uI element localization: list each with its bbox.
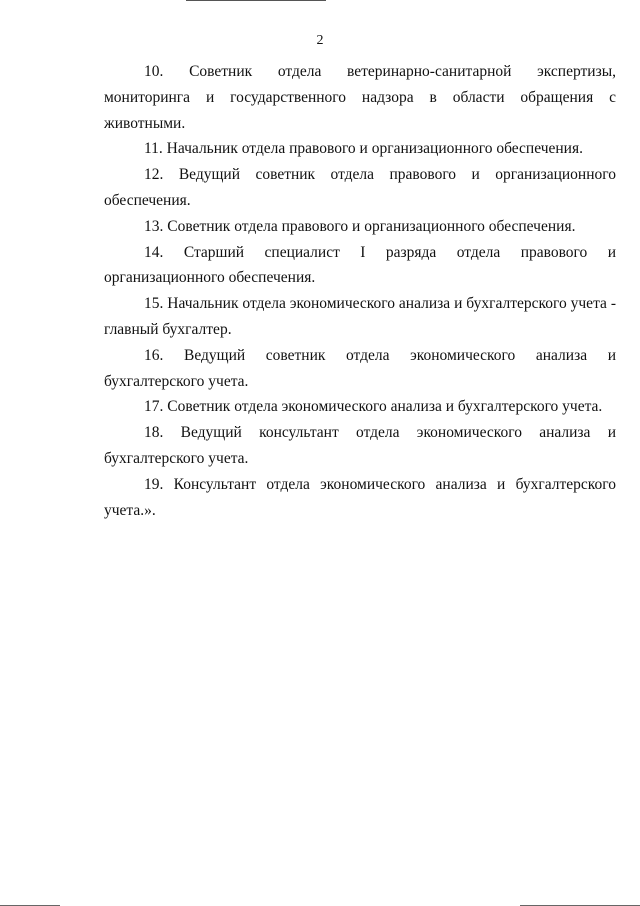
list-item-18: 18. Ведущий консультант отдела экономического анализа и бухгалтерского учета. <box>104 424 616 467</box>
list-item-19: 19. Консультант отдела экономического анализа и бухгалтерского учета.». <box>104 475 616 519</box>
document-body <box>104 59 616 523</box>
list-item-17: 17. Советник отдела экономического анализа и бухгалтерского учета. <box>144 398 603 416</box>
list-item-13: 13. Советник отдела правового и организационного обеспечения. <box>144 217 576 235</box>
list-item-11: 11. Начальник отдела правового и организационного обеспечения. <box>144 140 583 158</box>
list-item-14: 14. Старший специалист I разряда отдела правового и организационного обеспечения. <box>104 243 616 287</box>
list-item-10: 10. Советник отдела ветеринарно-санитарной экспертизы, мониторинга и государственного надзора в области обращения с животными. <box>104 63 616 132</box>
page-number: 2 <box>316 33 324 48</box>
list-item-16: 16. Ведущий советник отдела экономического анализа и бухгалтерского учета. <box>104 346 616 390</box>
scan-edge-top <box>186 0 326 1</box>
list-item-15: 15. Начальник отдела экономического анализа и бухгалтерского учета - главный бухгалтер. <box>104 295 616 338</box>
list-item-12: 12. Ведущий советник отдела правового и организационного обеспечения. <box>104 166 616 209</box>
